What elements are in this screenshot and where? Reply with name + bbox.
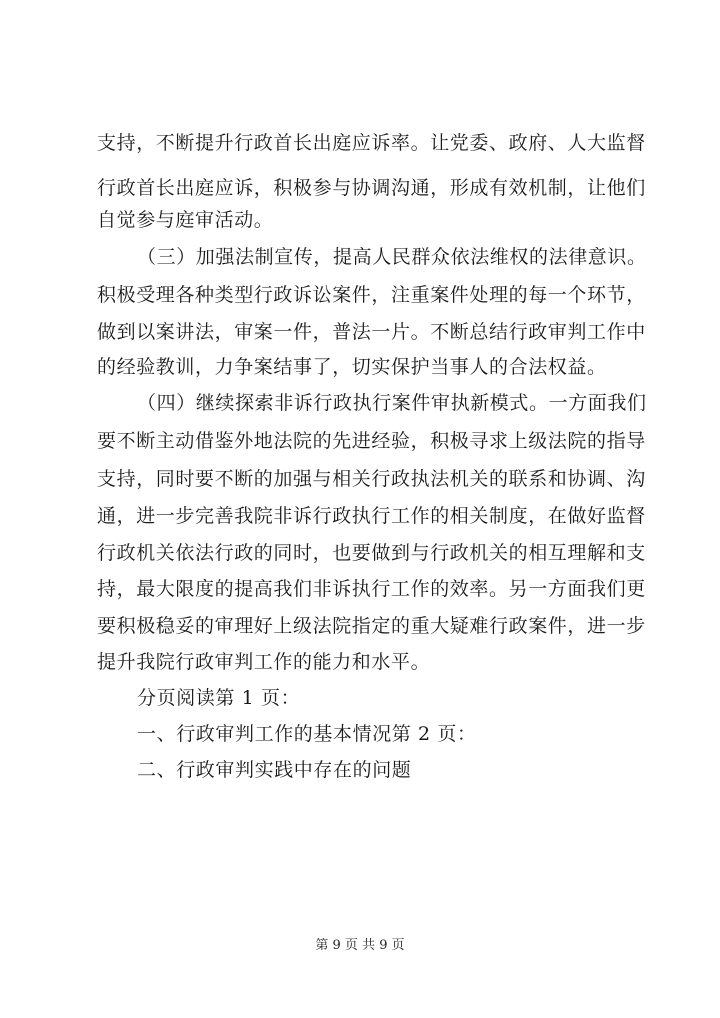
- paragraph-line: 行政首长出庭应诉，积极参与协调沟通，形成有效机制，让他们: [97, 177, 646, 199]
- page-link-2[interactable]: 一、行政审判工作的基本情况第 2 页：: [137, 723, 477, 745]
- paragraph-line: 通，进一步完善我院非诉行政执行工作的相关制度，在做好监督: [97, 505, 646, 527]
- page-link-3[interactable]: 二、行政审判实践中存在的问题: [137, 759, 412, 781]
- page-link-1[interactable]: 分页阅读第 1 页：: [137, 687, 301, 709]
- paragraph-line: 提升我院行政审判工作的能力和水平。: [97, 651, 431, 673]
- paragraph-line: 持，最大限度的提高我们非诉执行工作的效率。另一方面我们更: [97, 578, 646, 600]
- page-footer: 第 9 页 共 9 页: [315, 938, 405, 953]
- paragraph-line: 要积极稳妥的审理好上级法院指定的重大疑难行政案件，进一步: [97, 615, 646, 637]
- paragraph-line: 支持，不断提升行政首长出庭应诉率。让党委、政府、人大监督: [97, 132, 646, 154]
- section-heading-four: （四）继续探索非诉行政执行案件审执新模式。一方面我们: [137, 392, 647, 414]
- paragraph-line: 做到以案讲法，审案一件，普法一片。不断总结行政审判工作中: [97, 321, 646, 343]
- paragraph-line: 的经验教训，力争案结事了，切实保护当事人的合法权益。: [97, 356, 607, 378]
- paragraph-line: 支持，同时要不断的加强与相关行政执法机关的联系和协调、沟: [97, 468, 646, 490]
- paragraph-line: 要不断主动借鉴外地法院的先进经验，积极寻求上级法院的指导: [97, 430, 646, 452]
- paragraph-line: 积极受理各种类型行政诉讼案件，注重案件处理的每一个环节，: [97, 284, 646, 306]
- paragraph-line: 行政机关依法行政的同时，也要做到与行政机关的相互理解和支: [97, 542, 646, 564]
- paragraph-line: 自觉参与庭审活动。: [97, 209, 274, 231]
- section-heading-three: （三）加强法制宣传，提高人民群众依法维权的法律意识。: [137, 246, 647, 268]
